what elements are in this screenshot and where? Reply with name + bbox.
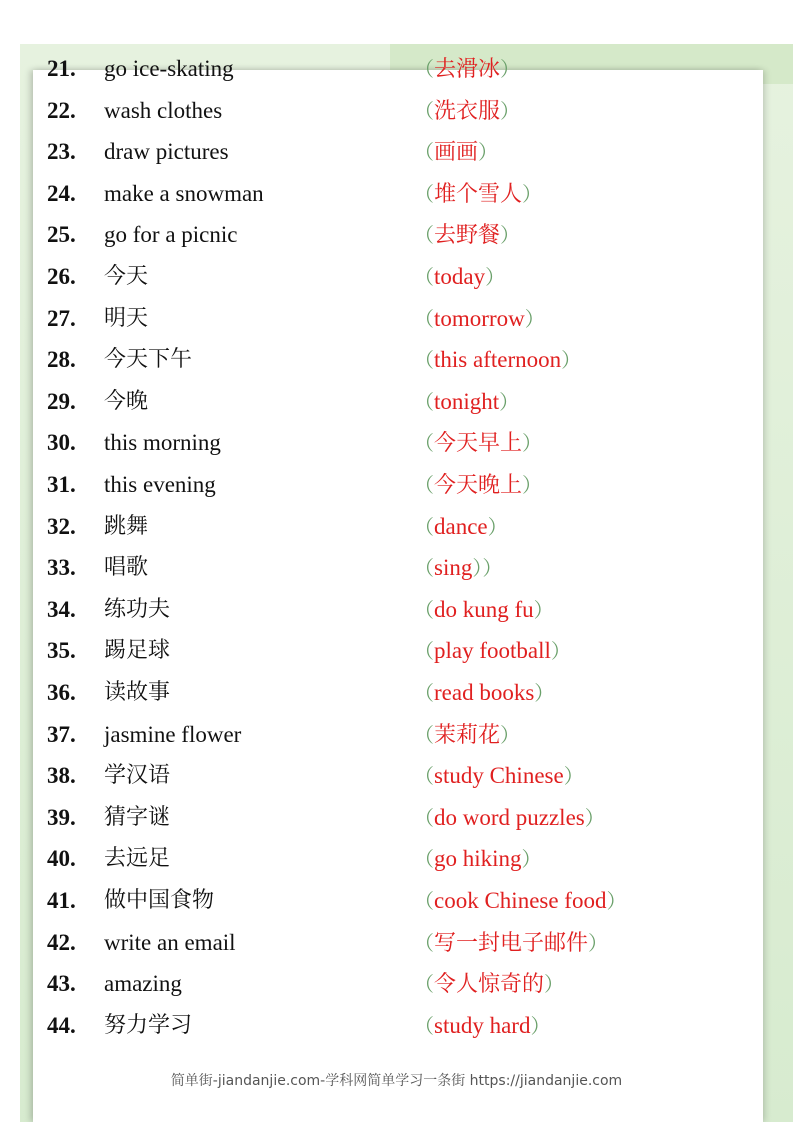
close-paren: ） — [500, 100, 521, 123]
item-answer — [414, 672, 554, 716]
item-answer — [414, 880, 626, 924]
vocab-row — [0, 589, 793, 631]
close-paren: ） — [522, 183, 543, 206]
item-number: 43. — [47, 971, 76, 997]
item-answer — [414, 589, 554, 633]
item-term: 去远足 — [104, 846, 171, 872]
item-term: this morning — [104, 430, 221, 456]
item-number: 24. — [47, 180, 76, 206]
item-number: 44. — [47, 1012, 76, 1038]
item-number: 29. — [47, 388, 76, 414]
open-paren: （ — [414, 183, 434, 206]
item-term: 今天下午 — [104, 347, 193, 373]
close-paren: ） — [533, 599, 554, 622]
open-paren: （ — [414, 932, 434, 955]
item-number: 28. — [47, 347, 76, 373]
item-term: 唱歌 — [104, 555, 149, 581]
answer-text: today — [434, 264, 486, 289]
vocab-row — [0, 90, 793, 132]
vocab-row — [0, 672, 793, 714]
vocab-row — [0, 630, 793, 672]
item-term: 今晚 — [104, 388, 149, 414]
item-term: go for a picnic — [104, 222, 238, 248]
item-term: jasmine flower — [104, 721, 242, 747]
vocab-row — [0, 755, 793, 797]
vocab-row — [0, 797, 793, 839]
item-answer — [414, 422, 542, 466]
item-answer — [414, 256, 505, 300]
item-number: 42. — [47, 929, 76, 955]
answer-text: play football — [434, 638, 551, 664]
item-answer — [414, 298, 545, 342]
close-paren: ） — [478, 142, 499, 165]
item-number: 39. — [47, 804, 76, 830]
item-term: draw pictures — [104, 139, 229, 165]
answer-text: do word puzzles — [434, 804, 585, 830]
close-paren: ） — [521, 849, 542, 872]
close-paren: ） — [584, 807, 605, 830]
answer-text: study Chinese — [434, 763, 564, 789]
item-answer — [414, 214, 520, 258]
vocab-row — [0, 547, 793, 589]
item-number: 22. — [47, 97, 76, 123]
vocab-row — [0, 714, 793, 756]
open-paren: （ — [414, 641, 434, 664]
vocab-row — [0, 922, 793, 964]
vocab-row — [0, 506, 793, 548]
item-answer — [414, 173, 542, 217]
answer-text: 今天早上 — [434, 431, 523, 457]
vocab-row — [0, 298, 793, 340]
open-paren: （ — [414, 225, 434, 248]
item-term: 练功夫 — [104, 596, 171, 622]
item-number: 25. — [47, 222, 76, 248]
close-paren: ） — [588, 932, 609, 955]
open-paren: （ — [414, 59, 434, 81]
answer-text: go hiking — [434, 846, 522, 872]
vocab-row — [0, 422, 793, 464]
open-paren: （ — [414, 350, 434, 373]
answer-text: 写一封电子邮件 — [434, 930, 589, 956]
answer-text: do kung fu — [434, 596, 534, 622]
vocab-row — [0, 339, 793, 381]
vocab-row — [0, 173, 793, 215]
item-term: go ice-skating — [104, 56, 234, 81]
open-paren: （ — [414, 475, 434, 497]
close-paren: ） — [563, 766, 584, 789]
item-number: 34. — [47, 596, 76, 622]
item-number: 40. — [47, 846, 76, 872]
vocab-row — [0, 880, 793, 922]
close-paren: ） — [522, 475, 543, 497]
open-paren: （ — [414, 267, 434, 289]
item-number: 32. — [47, 513, 76, 539]
close-paren: ） — [606, 891, 627, 913]
open-paren: （ — [414, 142, 434, 165]
item-answer — [414, 1005, 550, 1049]
item-number: 38. — [47, 763, 76, 789]
item-number: 37. — [47, 721, 76, 747]
open-paren: （ — [414, 558, 434, 581]
vocab-row — [0, 381, 793, 423]
open-paren: （ — [414, 891, 434, 913]
answer-text: this afternoon — [434, 347, 562, 373]
item-answer — [414, 714, 520, 758]
close-paren: ） — [524, 308, 545, 331]
open-paren: （ — [414, 683, 434, 705]
open-paren: （ — [414, 391, 434, 414]
open-paren: （ — [414, 1015, 434, 1038]
item-answer — [414, 339, 581, 383]
vocab-row — [0, 963, 793, 1005]
item-answer — [414, 630, 571, 674]
open-paren: （ — [414, 724, 434, 747]
item-number: 27. — [47, 305, 76, 331]
answer-text: 去滑冰 — [434, 57, 501, 82]
vocab-row — [0, 131, 793, 173]
open-paren: （ — [414, 433, 434, 456]
answer-text: dance — [434, 513, 488, 539]
item-term: 读故事 — [104, 680, 171, 705]
item-answer — [414, 797, 605, 841]
answer-text: study hard — [434, 1012, 531, 1038]
item-term: 猜字谜 — [104, 804, 171, 830]
close-paren: ） — [500, 225, 521, 248]
open-paren: （ — [414, 849, 434, 872]
close-paren: ） — [550, 641, 571, 664]
answer-text: 画画 — [434, 140, 479, 166]
close-paren: ）） — [472, 558, 503, 581]
item-answer — [414, 464, 542, 508]
item-answer — [414, 755, 584, 799]
item-answer — [414, 838, 542, 882]
item-answer — [414, 90, 520, 134]
close-paren: ） — [500, 59, 521, 81]
answer-text: 茉莉花 — [434, 722, 501, 748]
item-number: 36. — [47, 680, 76, 705]
page-footer: 简单街-jiandanjie.com-学科网简单学习一条街 https://jiandanjie.com — [170, 1073, 623, 1089]
item-number: 23. — [47, 139, 76, 165]
item-number: 26. — [47, 264, 76, 289]
close-paren: ） — [487, 516, 508, 539]
item-term: 明天 — [104, 305, 149, 331]
item-term: 做中国食物 — [104, 888, 215, 913]
open-paren: （ — [414, 974, 434, 997]
item-number: 21. — [47, 56, 76, 81]
close-paren: ） — [500, 724, 521, 747]
item-term: 努力学习 — [104, 1012, 193, 1038]
item-answer — [414, 547, 502, 591]
vocab-row — [0, 1005, 793, 1047]
close-paren: ） — [530, 1015, 551, 1038]
answer-text: tonight — [434, 388, 500, 414]
vocab-row — [0, 48, 793, 90]
answer-text: cook Chinese food — [434, 888, 607, 913]
open-paren: （ — [414, 308, 434, 331]
item-term: 学汉语 — [104, 763, 171, 789]
item-term: make a snowman — [104, 180, 264, 206]
item-answer — [414, 381, 519, 425]
item-answer — [414, 48, 520, 92]
item-term: wash clothes — [104, 97, 223, 123]
item-number: 31. — [47, 472, 76, 497]
open-paren: （ — [414, 807, 434, 830]
answer-text: read books — [434, 680, 535, 705]
item-answer — [414, 922, 608, 966]
close-paren: ） — [522, 433, 543, 456]
answer-text: sing — [434, 555, 473, 581]
open-paren: （ — [414, 766, 434, 789]
answer-text: 洗衣服 — [434, 98, 501, 124]
item-term: this evening — [104, 472, 216, 497]
close-paren: ） — [544, 974, 565, 997]
item-term: 跳舞 — [104, 513, 149, 539]
open-paren: （ — [414, 599, 434, 622]
item-term: 今天 — [104, 264, 149, 289]
vocab-row — [0, 464, 793, 506]
vocab-row — [0, 838, 793, 880]
close-paren: ） — [499, 391, 520, 414]
close-paren: ） — [561, 350, 582, 373]
item-answer — [414, 963, 564, 1007]
answer-text: 今天晚上 — [434, 473, 523, 498]
item-term: amazing — [104, 971, 182, 997]
vocab-row — [0, 214, 793, 256]
answer-text: tomorrow — [434, 305, 525, 331]
open-paren: （ — [414, 516, 434, 539]
answer-text: 去野餐 — [434, 223, 501, 249]
answer-text: 堆个雪人 — [434, 181, 523, 207]
close-paren: ） — [534, 683, 555, 705]
answer-text: 令人惊奇的 — [434, 972, 545, 998]
item-term: write an email — [104, 929, 236, 955]
item-number: 35. — [47, 638, 76, 664]
item-number: 41. — [47, 888, 76, 913]
vocab-row — [0, 256, 793, 298]
item-number: 30. — [47, 430, 76, 456]
item-answer — [414, 131, 498, 175]
open-paren: （ — [414, 100, 434, 123]
item-answer — [414, 506, 508, 550]
item-term: 踢足球 — [104, 638, 171, 664]
item-number: 33. — [47, 555, 76, 581]
close-paren: ） — [485, 267, 506, 289]
